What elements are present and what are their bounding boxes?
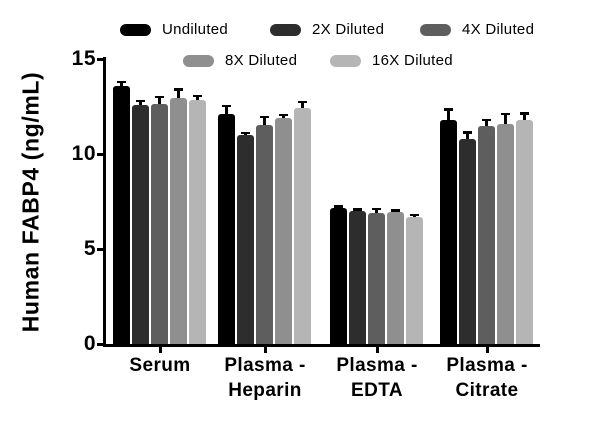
- legend-label: 4X Diluted: [462, 21, 535, 38]
- error-bar-cap: [334, 205, 343, 207]
- error-bar-cap: [501, 113, 510, 115]
- bar-undiluted: [218, 114, 235, 344]
- y-tick-label: 15: [71, 47, 96, 70]
- bar-8x-diluted: [170, 98, 187, 344]
- error-bar-cap: [353, 208, 362, 210]
- bar-8x-diluted: [275, 118, 292, 344]
- x-category-label: Serum: [129, 355, 191, 376]
- error-bar-cap: [391, 209, 400, 211]
- legend-label: 8X Diluted: [225, 52, 298, 69]
- error-bar-cap: [482, 119, 491, 121]
- bar-2x-diluted: [132, 105, 149, 344]
- x-category-label: EDTA: [351, 380, 403, 401]
- bar-2x-diluted: [459, 139, 476, 344]
- bar-undiluted: [113, 86, 130, 344]
- error-bar-stem: [447, 109, 449, 119]
- y-tick-mark: [97, 58, 106, 61]
- error-bar-cap: [372, 208, 381, 210]
- error-bar-cap: [410, 214, 419, 216]
- bar-16x-diluted: [406, 217, 423, 344]
- x-tick-mark: [264, 344, 267, 353]
- y-tick-mark: [97, 248, 106, 251]
- x-category-label: Plasma -: [446, 355, 528, 376]
- bar-4x-diluted: [478, 126, 495, 344]
- legend-label: Undiluted: [162, 21, 229, 38]
- x-category-label: Citrate: [455, 380, 519, 401]
- bar-4x-diluted: [151, 104, 168, 344]
- bar-4x-diluted: [368, 213, 385, 344]
- x-category-label: Plasma -: [336, 355, 418, 376]
- bar-8x-diluted: [497, 124, 514, 344]
- legend-swatch-16x-diluted: [330, 55, 361, 67]
- error-bar-cap: [117, 81, 126, 83]
- legend-swatch-undiluted: [120, 24, 151, 36]
- error-bar-stem: [504, 114, 506, 124]
- x-axis-line: [103, 344, 540, 347]
- y-tick-label: 10: [71, 142, 96, 165]
- y-tick-label: 0: [83, 332, 96, 355]
- legend-swatch-4x-diluted: [420, 24, 451, 36]
- x-category-label: Plasma -: [224, 355, 306, 376]
- error-bar-cap: [193, 95, 202, 97]
- legend-swatch-8x-diluted: [183, 55, 214, 67]
- bar-2x-diluted: [349, 211, 366, 344]
- x-tick-mark: [376, 344, 379, 353]
- legend-swatch-2x-diluted: [270, 24, 301, 36]
- x-category-label: Heparin: [228, 380, 302, 401]
- error-bar-cap: [520, 112, 529, 114]
- y-tick-mark: [97, 153, 106, 156]
- error-bar-cap: [463, 131, 472, 133]
- error-bar-cap: [260, 116, 269, 118]
- bar-4x-diluted: [256, 125, 273, 344]
- legend-label: 2X Diluted: [312, 21, 385, 38]
- error-bar-cap: [298, 101, 307, 103]
- bar-16x-diluted: [294, 108, 311, 344]
- error-bar-cap: [155, 96, 164, 98]
- legend-label: 16X Diluted: [372, 52, 453, 69]
- error-bar-cap: [444, 108, 453, 110]
- y-tick-label: 5: [83, 237, 96, 260]
- bar-8x-diluted: [387, 212, 404, 344]
- error-bar-cap: [136, 100, 145, 102]
- bar-16x-diluted: [189, 100, 206, 344]
- error-bar-cap: [222, 105, 231, 107]
- bar-16x-diluted: [516, 120, 533, 344]
- y-axis-title: Human FABP4 (ng/mL): [17, 71, 44, 333]
- y-tick-mark: [97, 343, 106, 346]
- y-axis-line: [103, 57, 106, 347]
- error-bar-cap: [279, 114, 288, 116]
- error-bar-cap: [241, 132, 250, 134]
- bar-2x-diluted: [237, 135, 254, 344]
- error-bar-cap: [174, 88, 183, 90]
- bar-undiluted: [440, 120, 457, 344]
- x-tick-mark: [486, 344, 489, 353]
- x-tick-mark: [159, 344, 162, 353]
- bar-undiluted: [330, 208, 347, 344]
